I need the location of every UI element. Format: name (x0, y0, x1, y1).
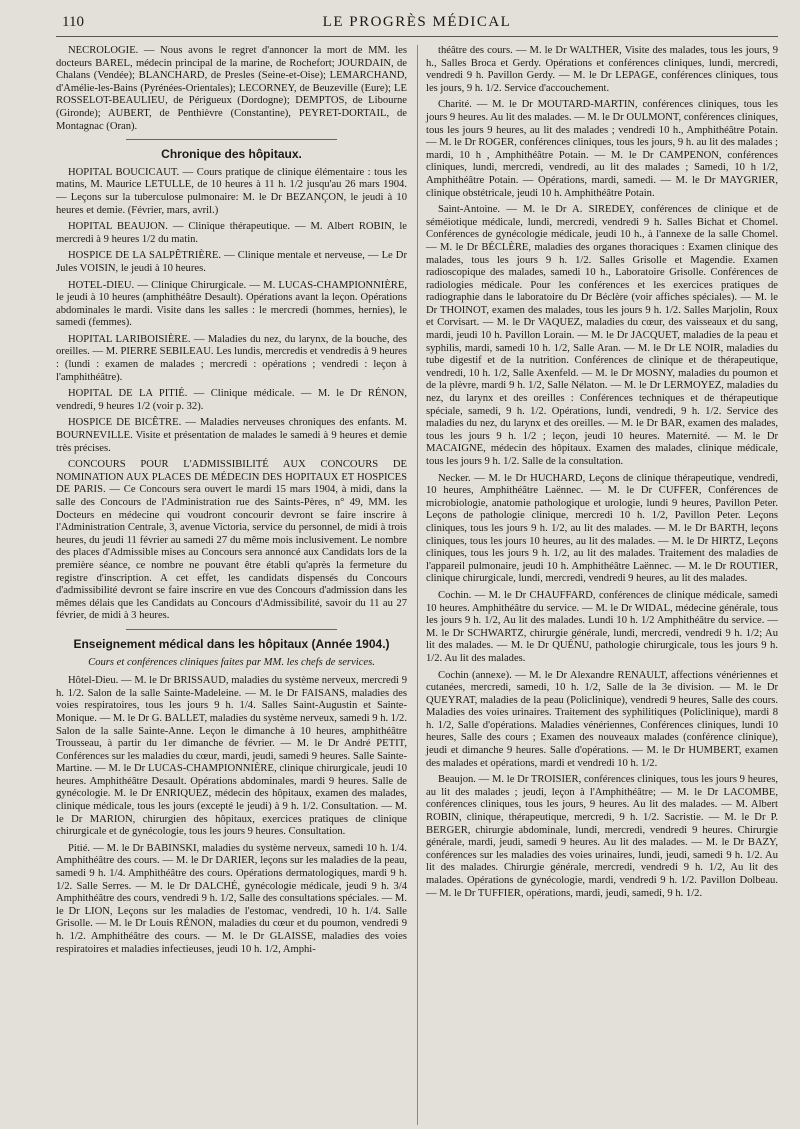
concours-paragraph: CONCOURS POUR L'ADMISSIBILITÉ AUX CONCOURS DE NOMINATION AUX PLACES DE MÉDECIN DES HOPITAUX ET HOSPICES DE PARIS. — Ce Concours sera ouvert le mardi 15 mars 1904, à midi, dans la salle des Concours de l'Administration rue des Saints-Pères, n° 49, MM. les Docteurs en médecine qui voudront concourir devront se faire inscrire à l'Administration Centrale, 3, avenue Victoria, service du personnel, de midi à trois heures, du jeudi 11 février au samedi 27 du même mois inclusivement. Le nombre des places d'Admissible mises au Concours sera annoncé aux Candidats lors de la première séance, ce nombre ne pouvant être établi qu'après la fermeture du registre d'inscription. A cet effet, les candidats dispensés du Concours d'admissibilité devront se faire inscrire en vue des Concours d'admission dans les mêmes délais que les Candidats au Concours d'Admissibilité, savoir du 11 au 27 février, de midi à 3 heures. (56, 459, 407, 622)
hospital-entry: Beaujon. — M. le Dr TROISIER, conférences cliniques, tous les jours 9 heures, au lit des malades ; jeudi, leçon à l'Amphithéâtre; — M. le Dr LACOMBE, conférences cliniques, tous les jours, 9 heures. Au lit des malades. — M. Albert ROBIN, clinique, thérapeutique, mercredi, 9 h. 1/2. Sacristie. — M. le Dr P. BERGER, chirurgie abdominale, lundi, mercredi, vendredi 9 heures. Chirurgie générale, mardi, jeudi, samedi 9 heures. Au lit des malades. — M. le Dr BAZY, conférences sur les maladies des voies urinaires, lundi, jeudi, samedi 9 h. 1/2. Au lit des malades. Chirurgie générale, mercredi, vendredi 9 h. 1/2, Au lit des malades. Opérations de gynécologie, mardi, vendredi 9 h. 1/2. Pavillon Dolbeau. — M. le Dr TUFFIER, opérations, mardi, jeudi, samedi, 9 h. 1/2. (426, 774, 778, 899)
enseignement-heading: Enseignement médical dans les hôpitaux (Année 1904.) (73, 636, 390, 651)
chronique-item: HOSPICE DE LA SALPÊTRIÈRE. — Clinique mentale et nerveuse, — Le Dr Jules VOISIN, le jeudi à 10 heures. (56, 250, 407, 274)
journal-title: LE PROGRÈS MÉDICAL (322, 14, 512, 30)
chronique-item: HOPITAL LARIBOISIÈRE. — Maladies du nez, du larynx, de la bouche, des oreilles. — M. PIERRE SEBILEAU. Les lundis, mercredis et vendredis à 9 heures : (lundi : examen de malades ; mercredi : opérations ; vendredi : leçon à l'amphithéâtre). (56, 333, 407, 383)
running-head (56, 12, 778, 37)
page-number: 110 (62, 14, 84, 30)
hospital-entry: Hôtel-Dieu. — M. le Dr BRISSAUD, maladies du système nerveux, mercredi 9 h. 1/2. Salon de la salle Sainte-Madeleine. — M. le Dr FAISANS, maladies des voies respiratoires, tous les jours 9 h. 1/4. Salles Saint-Augustin et Sainte-Monique. — M. le Dr G. BALLET, maladies du système nerveux, samedi 9 h. 1/2. Salon de la salle Sainte-Anne. Leçon le dimanche à 10 heures, amphithéâtre Trousseau, à partir du 1er dimanche de février. — M. le Dr André PETIT, Conférences sur les maladies du cœur, mardi, jeudi, samedi 9 heures. Salle Sainte-Martine. — M. le Dr LUCAS-CHAMPIONNIÈRE, clinique chirurgicale, jeudi 10 heures. Amphithéâtre Desault. Opérations abdominales, mardi 9 heures. Salle de gynécologie. M. le Dr ENRIQUEZ, médecin des hôpitaux, examen des malades, clinique médicale, tous les jours (excepté le jeudi) à 9 h. 1/2. Consultation. — M. le Dr MARION, chirurgien des hôpitaux, exercices pratiques de clinique chirurgicale et de gynécologie, tous les jours 9 heures. Consultation. (56, 675, 407, 838)
right-column (417, 45, 778, 1125)
hospital-entry: Charité. — M. le Dr MOUTARD-MARTIN, conférences cliniques, tous les jours 9 heures. Au lit des malades. — M. le Dr OULMONT, conférences cliniques, tous les jours 9 heures, au lit des malades ; vendredi 10 h., Amphithéâtre Potain. — M. le Dr ROGER, conférences cliniques, tous les jours, 9 h. au lit des malades ; mardi, 10 h , Amphithéâtre Potain. — M. le Dr CAMPENON, conférences cliniques, lundi, mercredi, vendredi, au lit des malades ; Samedi, 10 h 1/2, Amphithéâtre Potain. — Opérations, mardi, samedi. — M. le Dr MAYGRIER, clinique obstétricale, jeudi 10 h. Amphithéâtre Potain. (426, 99, 778, 199)
enseignement-subheading: Cours et conférences cliniques faites par MM. les chefs de services. (88, 656, 375, 668)
hospital-entry: Cochin. — M. le Dr CHAUFFARD, conférences de clinique médicale, samedi 10 heures. Amphithéâtre du service. — M. le Dr WIDAL, médecine générale, tous les jours 9 h. 1/2, Au lit des malades. Lundi 10 h. 1/2 Amphithéâtre du service. — M. le Dr SCHWARTZ, chirurgie générale, lundi, mercredi, vendredi 9 h. 1/2; Au lit des malades. — M. le Dr QUÉNU, pathologie chirurgicale, tous les jours 9 h. 1/2. Au lit des malades. (426, 589, 778, 664)
chronique-item: HOPITAL BOUCICAUT. — Cours pratique de clinique élémentaire : tous les matins, M. Maurice LETULLE, de 10 heures à 11 h. 1/2 jusqu'au 26 mars 1904. — Leçons sur la tuberculose pulmonaire: M. le Dr BEZANÇON, le jeudi à 10 heures et demie. (Février, mars, avril.) (56, 166, 407, 216)
section-rule (126, 139, 337, 140)
chronique-item: HOPITAL DE LA PITIÉ. — Clinique médicale. — M. le Dr RÉNON, vendredi, 9 heures 1/2 (voir p. 32). (56, 388, 407, 412)
chronique-item: HOTEL-DIEU. — Clinique Chirurgicale. — M. LUCAS-CHAMPIONNIÈRE, le jeudi à 10 heures (amphithéâtre Desault). Opérations avant la leçon. Opérations abdominales le mardi. Visite dans les salles : le mercredi (hommes, hernies), le samedi (femmes). (56, 279, 407, 329)
left-column (56, 45, 417, 1125)
hospital-entry: Pitié. — M. le Dr BABINSKI, maladies du système nerveux, samedi 10 h. 1/4. Amphithéâtre des cours. — M. le Dr DARIER, leçons sur les maladies de la peau, samedi 9 h. 1/4. Amphithéâtre des cours. Opérations dermatologiques, mardi 9 h. 1/2. Salle Serres. — M. le Dr DALCHÉ, gynécologie médicale, jeudi 9 h. 3/4 Amphithéâtre des cours, vendredi 9 h. 1/2, Salle des consultations spéciales. — M. le Dr LION, Leçons sur les maladies de l'estomac, vendredi, 10 h. 1/4. Salle Grisolle. — M. le Dr Louis RÉNON, maladies du cœur et du poumon, vendredi 9 h. 1/2. Amphithéâtre des cours. — M. le Dr GLAISSE, maladies des voies respiratoires et maladies infectieuses, jeudi 10 h. 1/2, Amphi- (56, 842, 407, 955)
necrologie-paragraph: NÉCROLOGIE. — Nous avons le regret d'annoncer la mort de MM. les docteurs BAREL, médecin principal de la marine, de Rochefort; JOURDAIN, de Chalans (Vendée); BLANCHARD, de Presles (Seine-et-Oise); LEMARCHAND, d'Amélie-les-Bains (Pyrénées-Orientales); LECORNEY, de Beuzeville (Eure); LE ROSSELOT-BEAULIEU, de Périgueux (Dordogne); DEMPTOS, de Libourne (Gironde); AUBERT, de Penthièvre (Constantine), PEYRET-DORTAIL, de Montagnac (Oran). (56, 45, 407, 132)
section-rule (126, 629, 337, 630)
hospital-entry: Saint-Antoine. — M. le Dr A. SIREDEY, conférences de clinique et de séméiotique médicale, lundi, mercredi, vendredi 9 h. Salles Bichat et Chomel. Conférences de gynécologie médicale, jeudi 10 h., à l'annexe de la salle Chomel. — M. le Dr BÉCLÈRE, maladies des organes thoraciques : Examen clinique des malades, tous les jours 9 h. 1/2. Salles Grisolle et Magendie. Examen radioscopique des malades, samedi 10 h., Laboratoire Grisolle. Conférences de radiologies médicale. Pour les conférences et les exercices pratiques de radiographie dans le laboratoire du Dr Béclère (voir affiches spéciales). — M. le Dr THOINOT, examen des malades, tous les jours 9 h. 1/2. Salles Marjolin, Roux et Corvisart. — M. le Dr VAQUEZ, maladies du cœur, des vaisseaux et du sang, mardi, jeudi 10 h. Pavillon Lorain. — M. le Dr JACQUET, maladies de la peau et syphilis, mardi, samedi 10 h. 1/2, Salle Aran. — M. le Dr LE NOIR, maladies du tube digestif et de la nutrition. Conférences de clinique et de thérapeutique, vendredi, 10 h. 1/2, Salle Axenfeld. — M. le Dr MOSNY, maladies du poumon et de la plèvre, mardi 9 h. 1/2, Salle Nélaton. — M. le Dr LERMOYEZ, maladies du nez, du larynx et des oreilles : Conférences techniques et de thérapeutique spéciale, samedi, 9 h. 1/2. Opérations, lundi, vendredi, 9 h. 1/2. Service des maladies du nez, du larynx et des oreilles. — M. le Dr BAR, examen des malades, tous les jours 9 h. 1/2 ; leçon, jeudi 10 heures. Maternité. — M. le Dr MACAIGNE, médecin des hôpitaux. Examen des malades, clinique médicale, tous les jours 9 h. 1/2. Salle de la consultation. (426, 204, 778, 467)
chronique-item: HOPITAL BEAUJON. — Clinique thérapeutique. — M. Albert ROBIN, le mercredi à 9 heures 1/2 du matin. (56, 221, 407, 245)
hospital-entry: théâtre des cours. — M. le Dr WALTHER, Visite des malades, tous les jours, 9 h., Salles Broca et Gerdy. Opérations et conférences cliniques, lundi, mercredi, vendredi 9 h. Pavillon Gerdy. — M. le Dr LEPAGE, conférences cliniques, tous les jours, 9 h. 1/2. Service d'accouchement. (426, 45, 778, 94)
chronique-heading: Chronique des hôpitaux. (161, 147, 302, 162)
hospital-entry: Necker. — M. le Dr HUCHARD, Leçons de clinique thérapeutique, vendredi, 10 heures, Amphithéâtre Laënnec. — M. le Dr CUFFER, Conférences de microbiologie, anatomie pathologique et urologie, lundi 9 heures, Pavillon Peter. Leçons de pathologie clinique, mercredi 10 h. 1/2, Pavillon Peter. Leçons cliniques, tous les jours 9 h. 1/2, au lit des malades. — M. le Dr BARTH, leçons cliniques, tous les jours 10 heures, au lit des malades. — M. le Dr HIRTZ, Leçons cliniques, tous les jours 9 h. 1/2, au lit des malades. Traitement des maladies de l'appareil pulmonaire, jeudi 10 h. Amphithéâtre Laënnec. — M. le Dr ROUTIER, clinique chirurgicale, lundi, mercredi, vendredi 9 heures, au lit des malades. (426, 472, 778, 585)
chronique-item: HOSPICE DE BICÊTRE. — Maladies nerveuses chroniques des enfants. M. BOURNEVILLE. Visite et présentation de malades le samedi à 9 heures et demie très précises. (56, 417, 407, 454)
text-columns (56, 45, 778, 1125)
hospital-entry: Cochin (annexe). — M. le Dr Alexandre RENAULT, affections vénériennes et cutanées, mercredi, samedi, 10 h. 1/2, Salle de la 3e division. — M. le Dr QUEYRAT, maladies de la peau (Policlinique), vendredi 9 heures, Salle des cours. Maladies des voies urinaires. Traitement des syphilitiques (Policlinique), mardi 8 h. 1/2, Salle d'opérations. Maladies vénériennes, Conférences cliniques, lundi 10 heures, Salle des cours ; Examen des nouveaux malades (conférence clinique), jeudi et dimanche 9 heures. Salle d'opérations. — M. le Dr HUMBERT, examen des malades et opérations, mardi et vendredi 10 h. 1/2. (426, 669, 778, 769)
